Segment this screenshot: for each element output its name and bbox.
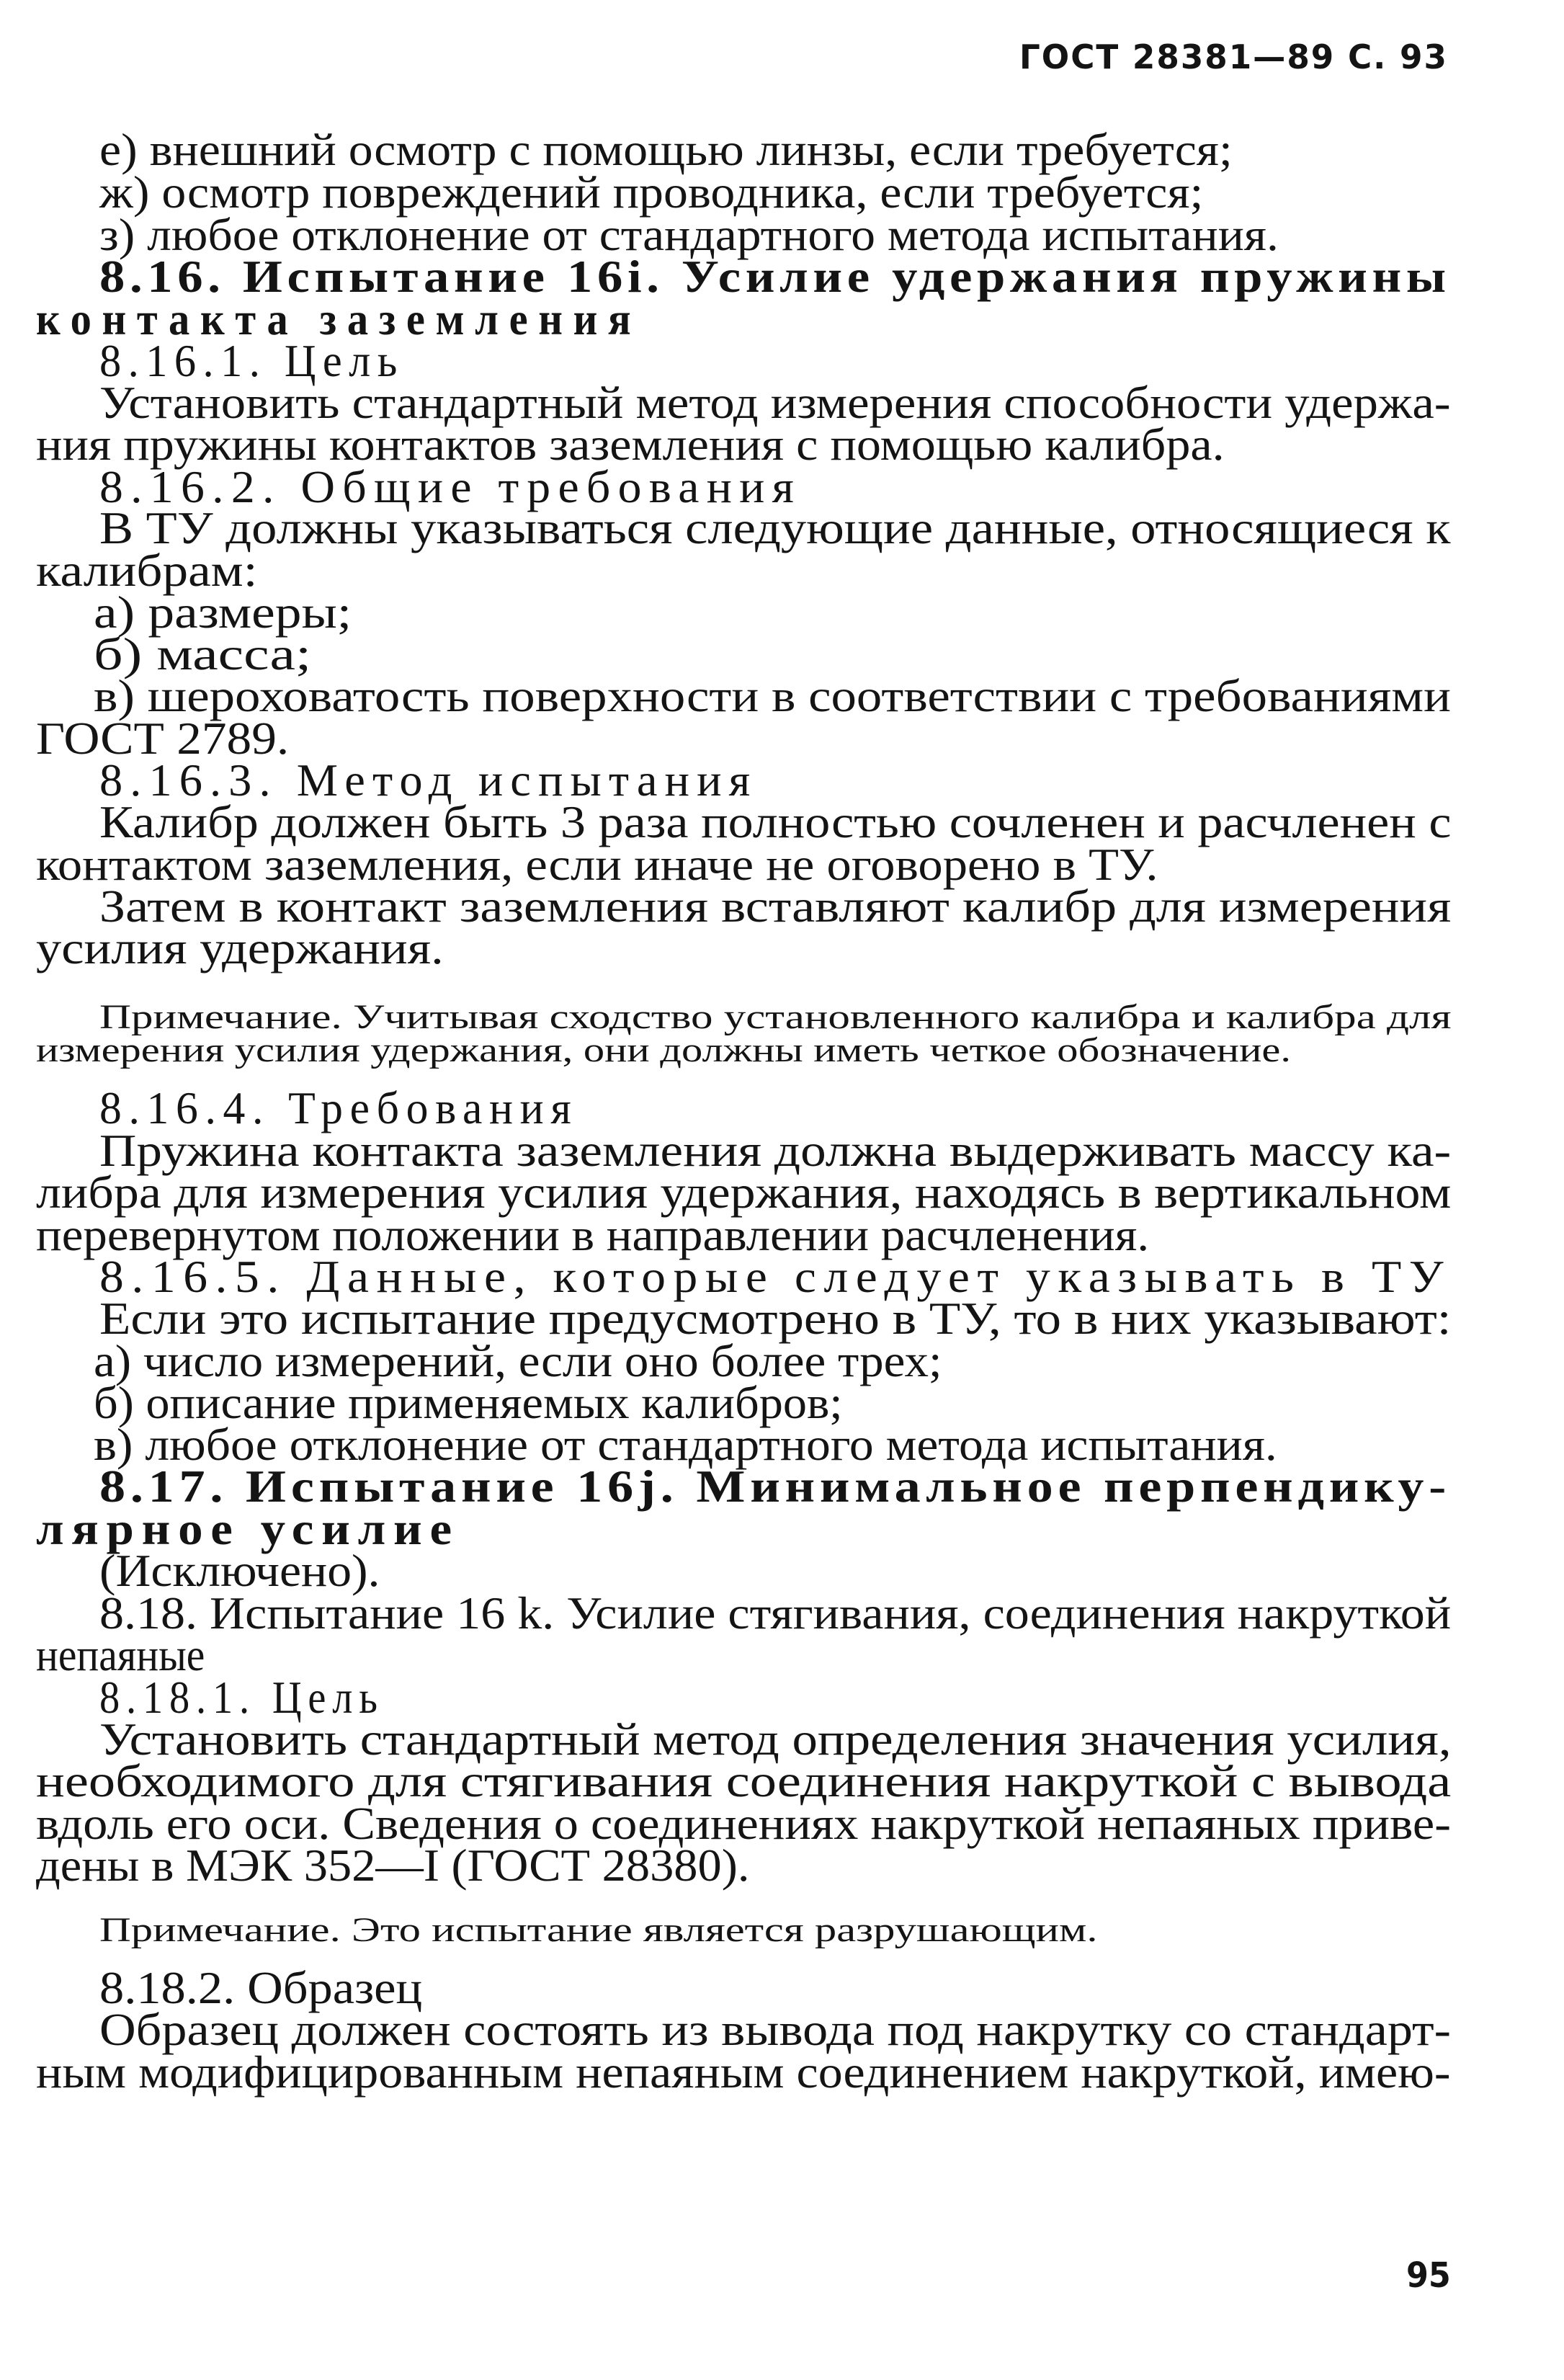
text-line: 8.16.5. Данные, которые следует указывать в ТУ bbox=[99, 1250, 1452, 1302]
text-line: 8.18.2. Образец bbox=[99, 1961, 423, 2013]
text-line: ж) осмотр повреждений проводника, если требуется; bbox=[99, 166, 1204, 218]
text-line: ГОСТ 2789. bbox=[36, 712, 290, 764]
text-line: 8.18. Испытание 16 k. Усилие стягивания, соединения накруткой bbox=[99, 1587, 1452, 1639]
text-line: контакта заземления bbox=[36, 293, 642, 344]
text-line: 8.16.1. Цель bbox=[99, 334, 404, 386]
text-line: а) число измерений, если оно более трех; bbox=[94, 1334, 942, 1386]
text-line: б) масса; bbox=[94, 628, 312, 679]
text-line: Затем в контакт заземления вставляют калибр для измерения bbox=[99, 880, 1452, 932]
text-line: усилия удержания. bbox=[36, 922, 444, 973]
text-line: лярное усилие bbox=[36, 1502, 460, 1554]
text-line: дены в МЭК 352—I (ГОСТ 28380). bbox=[36, 1839, 750, 1891]
text-line: в) любое отклонение от стандартного метода испытания. bbox=[94, 1418, 1277, 1470]
text-line: контактом заземления, если иначе не оговорено в ТУ. bbox=[36, 838, 1158, 890]
text-line: 8.16.3. Метод испытания bbox=[99, 754, 758, 806]
text-line: вдоль его оси. Сведения о соединениях накруткой непаяных приве- bbox=[36, 1797, 1451, 1849]
text-line: Пружина контакта заземления должна выдерживать массу ка- bbox=[99, 1124, 1452, 1176]
text-line: ным модифицированным непаяным соединением накруткой, имею- bbox=[36, 2046, 1451, 2098]
text-line: 8.18.1. Цель bbox=[99, 1671, 384, 1723]
text-line: либра для измерения усилия удержания, находясь в вертикальном bbox=[36, 1166, 1452, 1218]
text-line: з) любое отклонение от стандартного метода испытания. bbox=[99, 208, 1279, 260]
text-line: В ТУ должны указываться следующие данные, относящиеся к bbox=[99, 502, 1451, 553]
text-line: 8.17. Испытание 16j. Минимальное перпендику- bbox=[99, 1460, 1452, 1512]
text-line: калибрам: bbox=[36, 544, 258, 596]
text-line: Примечание. Это испытание является разрушающим. bbox=[99, 1910, 1098, 1949]
text-line: 8.16.4. Требования bbox=[99, 1082, 578, 1133]
text-line: Установить стандартный метод измерения способности удержа- bbox=[99, 376, 1451, 428]
text-line: б) описание применяемых калибров; bbox=[94, 1376, 843, 1428]
running-header: ГОСТ 28381—89 С. 93 bbox=[1019, 37, 1448, 77]
text-line: в) шероховатость поверхности в соответствии с требованиями bbox=[94, 669, 1452, 721]
text-line: (Исключено). bbox=[99, 1544, 380, 1596]
page-number: 95 bbox=[1406, 2255, 1451, 2296]
text-line: 8.16. Испытание 16i. Усилие удержания пружины bbox=[99, 250, 1451, 302]
text-line: необходимого для стягивания соединения накруткой с вывода bbox=[36, 1755, 1452, 1806]
text-line: Калибр должен быть 3 раза полностью сочленен и расчленен с bbox=[99, 795, 1452, 847]
text-line: а) размеры; bbox=[94, 586, 352, 638]
text-line: Примечание. Учитывая сходство установленного калибра и калибра для bbox=[99, 997, 1452, 1036]
text-line: Установить стандартный метод определения значения усилия, bbox=[99, 1713, 1452, 1765]
text-line: 8.16.2. Общие требования bbox=[99, 460, 802, 512]
text-line: Образец должен состоять из вывода под накрутку со стандарт- bbox=[99, 2003, 1452, 2055]
text-line: непаяные bbox=[36, 1628, 205, 1680]
text-line: Если это испытание предусмотрено в ТУ, то в них указывают: bbox=[99, 1292, 1452, 1344]
text-line: перевернутом положении в направлении расчленения. bbox=[36, 1208, 1150, 1260]
text-line: измерения усилия удержания, они должны иметь четкое обозначение. bbox=[36, 1030, 1291, 1069]
text-line: ния пружины контактов заземления с помощью калибра. bbox=[36, 418, 1225, 470]
text-line: е) внешний осмотр с помощью линзы, если требуется; bbox=[99, 123, 1233, 175]
